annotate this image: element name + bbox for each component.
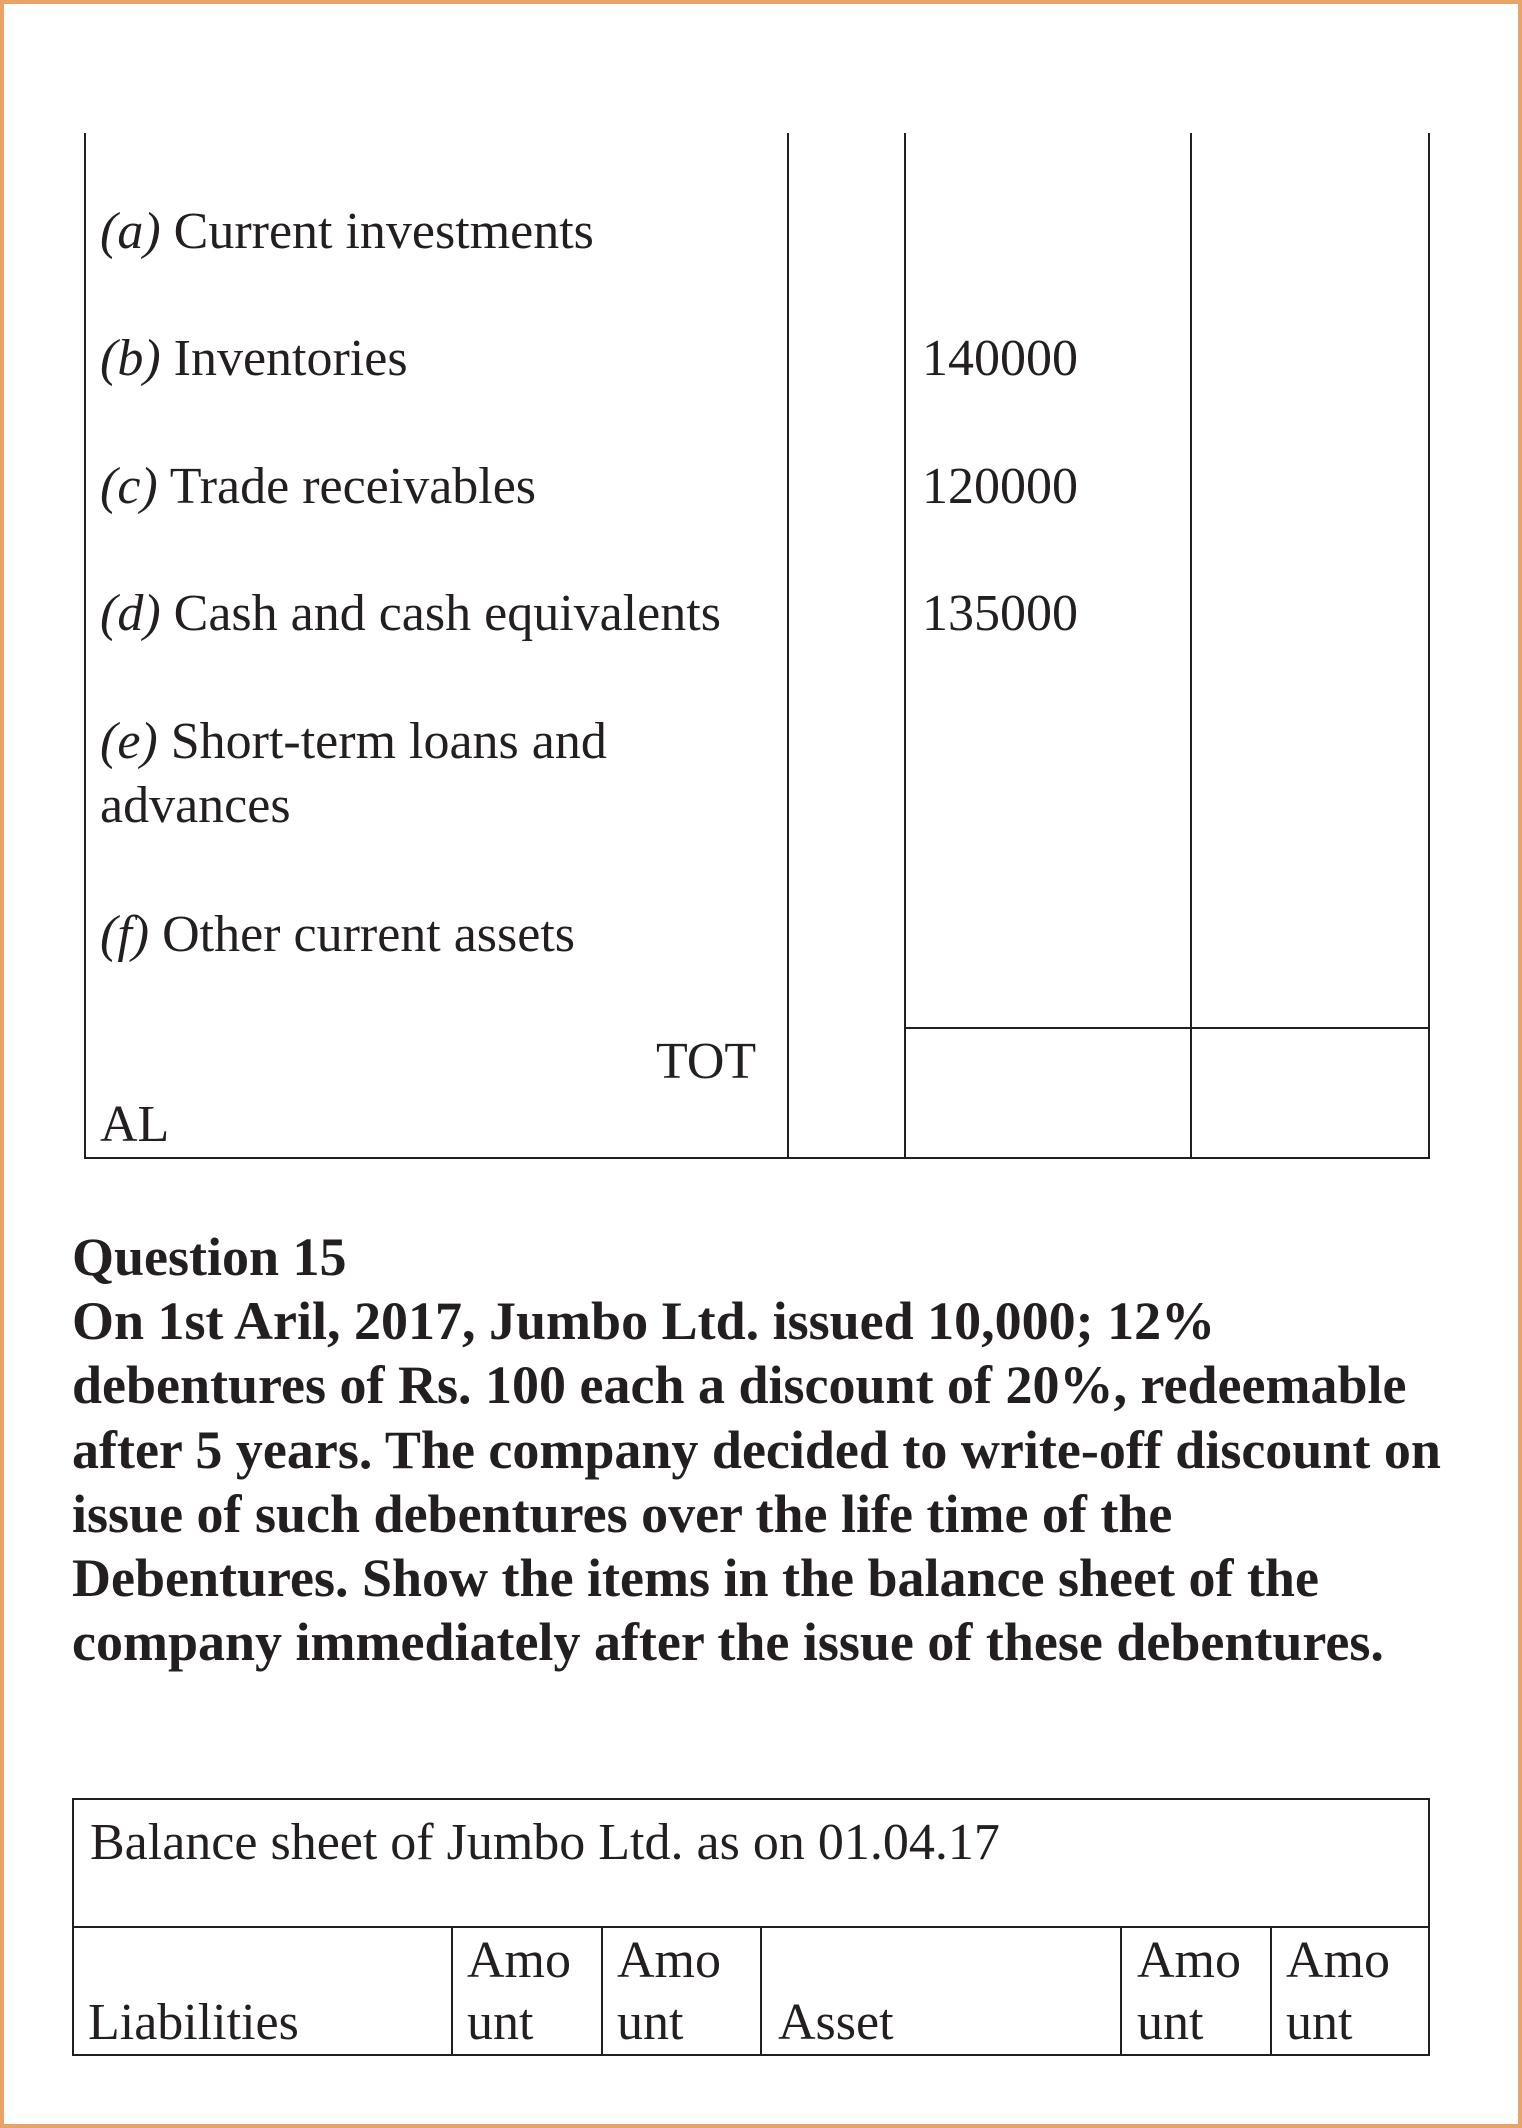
row-label: Trade receivables — [169, 458, 537, 515]
row-marker: (f) — [100, 906, 150, 963]
col-divider — [1270, 1926, 1272, 2054]
table-divider-2 — [904, 133, 906, 1159]
total-top-rule — [904, 1027, 1430, 1029]
table-left-border — [84, 133, 86, 1159]
table-divider-1 — [787, 133, 789, 1159]
row-marker: (e) — [100, 713, 158, 770]
table-row — [100, 455, 536, 519]
balance-sheet-title: Balance sheet of Jumbo Ltd. as on 01.04.17 — [90, 1814, 1000, 1871]
total-label-part2: AL — [100, 1096, 170, 1153]
table-divider-3 — [1190, 133, 1192, 1159]
table-row — [100, 582, 721, 646]
row-label: Inventories — [173, 330, 408, 387]
header-liabilities: Liabilities — [88, 1994, 299, 2051]
col-divider — [760, 1926, 762, 2054]
header-amount-3-cont: unt — [1137, 1994, 1204, 2051]
header-amount-4: Amo — [1286, 1932, 1390, 1989]
header-amount-4-cont: unt — [1286, 1994, 1353, 2051]
amount-cell: 135000 — [922, 585, 1078, 642]
row-label: Current investments — [173, 203, 594, 260]
col-divider — [1120, 1926, 1122, 2054]
row-marker: (b) — [100, 330, 161, 387]
header-amount-2-cont: unt — [617, 1994, 684, 2051]
row-marker: (a) — [100, 203, 161, 260]
header-amount-1: Amo — [467, 1932, 571, 1989]
balance-sheet-table — [72, 1798, 1430, 2056]
table-row — [100, 327, 408, 391]
table-right-border — [1428, 133, 1430, 1159]
header-amount-1-cont: unt — [467, 1994, 534, 2051]
row-label: Other current assets — [162, 906, 576, 963]
amount-cell: 120000 — [922, 458, 1078, 515]
table-row — [100, 200, 594, 264]
amount-cell: 140000 — [922, 330, 1078, 387]
row-label: Short-term loans and — [170, 713, 607, 770]
header-amount-3: Amo — [1137, 1932, 1241, 1989]
question-title: Question 15 — [72, 1227, 347, 1287]
question-text: On 1st Aril, 2017, Jumbo Ltd. issued 10,000; 12% debentures of Rs. 100 each a discount of 20%, redeemable after 5 years. The company decided to write-off discount on issue of such debentures over the life time of the Debentures. Show the items in the balance sheet of the company immediately after the issue of these debentures. — [72, 1291, 1441, 1673]
header-amount-2: Amo — [617, 1932, 721, 1989]
table-bottom-border — [84, 1157, 1430, 1159]
table-row — [100, 903, 575, 967]
total-label-part1: TOT — [656, 1033, 757, 1090]
row-marker: (d) — [100, 585, 161, 642]
row-label: Cash and cash equivalents — [173, 585, 721, 642]
header-asset: Asset — [778, 1994, 894, 2051]
title-row-divider — [74, 1926, 1428, 1928]
row-label-continued: advances — [100, 777, 291, 834]
col-divider — [451, 1926, 453, 2054]
table-row — [100, 710, 607, 774]
col-divider — [601, 1926, 603, 2054]
row-marker: (c) — [100, 458, 158, 515]
